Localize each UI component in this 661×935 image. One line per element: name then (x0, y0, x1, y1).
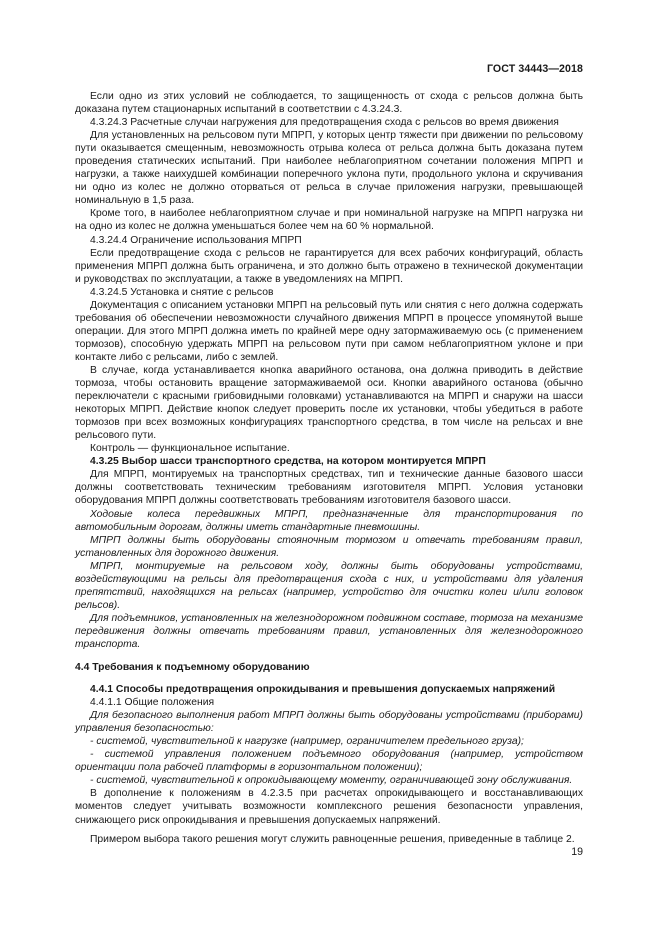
italic-paragraph: Для подъемников, установленных на железнодорожном подвижном составе, тормоза на механизме передвижения должны отвечать требованиям правил, установленных для железнодорожного транспорта. (75, 612, 583, 650)
clause-heading: 4.4.1.1 Общие положения (90, 697, 215, 709)
page-number: 19 (571, 846, 583, 858)
paragraph: В случае, когда устанавливается кнопка аварийного останова, она должна приводить в действие тормоза, чтобы остановить вращение затормаживаемой оси. Кнопки аварийного останова (обычно переключатели с красными грибовидными головками) устанавливаются на МПРП и снаружи на шасси некоторых МПРП. Действие кнопок следует проверить после их установки, чтобы убедиться в работе тормозов при всех возможных конфигурациях транспортного средства, в том числе на рельсах и вне рельсового пути. (75, 364, 583, 442)
italic-paragraph: МПРП, монтируемые на рельсовом ходу, должны быть оборудованы устройствами, воздействующими на рельсы для предотвращения схода с них, и устройствами для удаления препятствий, находящихся на рельсах (например, устройство для очистки колеи и/или головок рельсов). (75, 560, 583, 611)
paragraph: В дополнение к положениям в 4.2.3.5 при расчетах опрокидывающего и восстанавливающих моментов следует учитывать возможности комплексного решения безопасности управления, снижающего риск опрокидывания и превышения допускаемых напряжений. (75, 788, 583, 826)
document-id-header: ГОСТ 34443—2018 (486, 63, 583, 75)
list-item: - системой, чувствительной к опрокидывающему моменту, ограничивающей зону обслуживания. (90, 775, 573, 787)
italic-paragraph: МПРП должны быть оборудованы стояночным тормозом и отвечать требованиям правил, установленных для дорожного движения. (75, 534, 583, 559)
subsection-heading: 4.3.25 Выбор шасси транспортного средства, на котором монтируется МПРП (90, 456, 486, 468)
section-heading: 4.4 Требования к подъемному оборудованию (75, 662, 310, 674)
list-item: - системой, чувствительной к нагрузке (например, ограничителем предельного груза); (90, 736, 524, 748)
clause-heading: 4.3.24.3 Расчетные случаи нагружения для предотвращения схода с рельсов во время движения (90, 117, 559, 129)
paragraph: Для МПРП, монтируемых на транспортных средствах, тип и технические данные базового шасси должны соответствовать техническим требованиям изготовителя МПРП. Условия установки оборудования МПРП должны соответствовать требованиям изготовителя базового шасси. (75, 469, 583, 507)
paragraph: Документация с описанием установки МПРП на рельсовый путь или снятия с него должна содержать требования об обеспечении невозможности случайного движения МПРП в процессе упомянутой выше операции. Для этого МПРП должна иметь по крайней мере одну затормаживаемую ось (с применением тормозов), способную удержать МПРП на рельсовом пути при самом неблагоприятном уклоне и при контакте либо с рельсами, либо с землей. (75, 299, 583, 363)
document-body (75, 90, 583, 846)
paragraph: Если предотвращение схода с рельсов не гарантируется для всех рабочих конфигураций, область применения МПРП должна быть ограничена, и это должно быть отражено в технической документации и руководствах по эксплуатации, а также в уведомлениях на МПРП. (75, 247, 583, 285)
list-item: - системой управления положением подъемного оборудования (например, устройством ориентации пола рабочей платформы в горизонтальном положении); (75, 749, 583, 774)
clause-heading: 4.3.24.4 Ограничение использования МПРП (90, 234, 302, 246)
clause-heading: 4.3.24.5 Установка и снятие с рельсов (90, 286, 274, 298)
paragraph: Для установленных на рельсовом пути МПРП, у которых центр тяжести при движении по рельсовому пути оказывается смещенным, невозможность отрыва колеса от рельса должна быть доказана путем проведения статических испытаний. При наиболее неблагоприятном сочетании положения МПРП и нагрузки, а также наихудшей комбинации поперечного уклона пути, продольного уклона и скручивания ни одно из колес не должно оторваться от рельса в случае приложения нагрузки, превышающей номинальную в 1,5 раза. (75, 130, 583, 207)
italic-paragraph: Для безопасного выполнения работ МПРП должны быть оборудованы устройствами (приборами) управления безопасностью: (75, 710, 583, 735)
subsection-heading: 4.4.1 Способы предотвращения опрокидывания и превышения допускаемых напряжений (90, 684, 556, 696)
italic-paragraph: Ходовые колеса передвижных МПРП, предназначенные для транспортирования по автомобильным дорогам, должны иметь стандартные пневмошины. (75, 508, 583, 533)
paragraph: Кроме того, в наиболее неблагоприятном случае и при номинальной нагрузке на МПРП нагрузка ни на одно из колес не должна уменьшаться более чем на 60 % нормальной. (75, 208, 583, 233)
paragraph: Контроль — функциональное испытание. (90, 443, 290, 455)
paragraph: Если одно из этих условий не соблюдается, то защищенность от схода с рельсов должна быть доказана путем стационарных испытаний в соответствии с 4.3.24.3. (75, 91, 583, 116)
paragraph: Примером выбора такого решения могут служить равноценные решения, приведенные в таблице 2. (90, 833, 575, 845)
